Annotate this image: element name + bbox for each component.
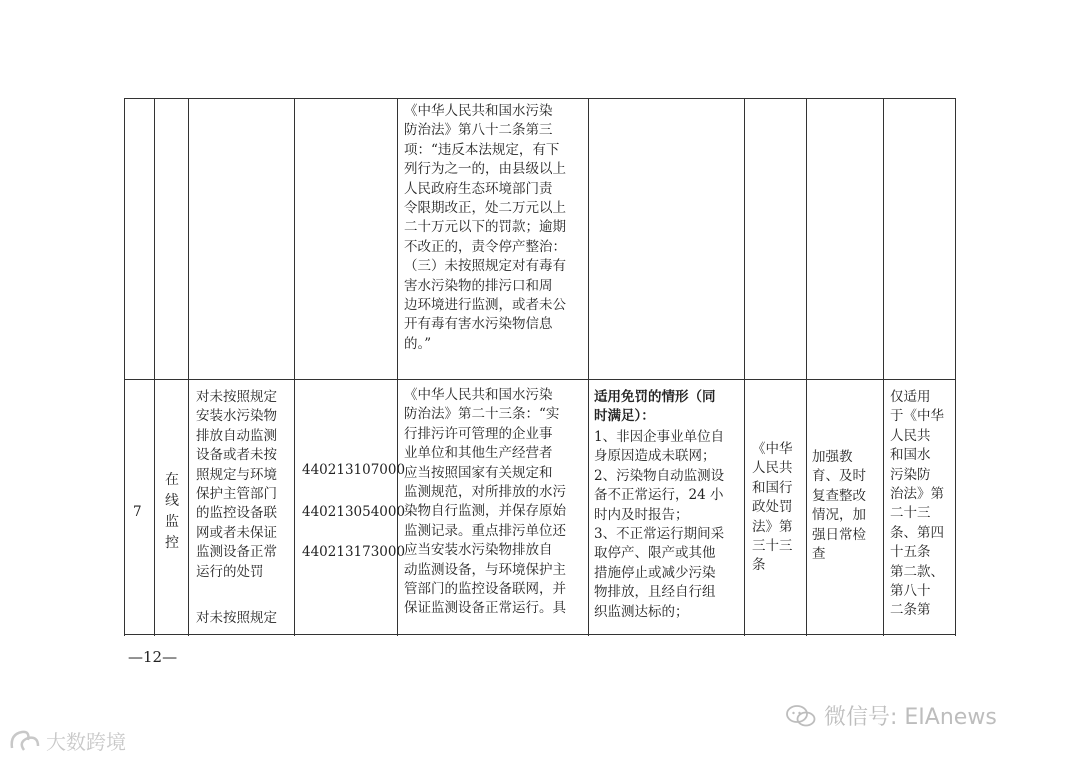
- table-row-divider: [124, 379, 956, 380]
- watermark-left-text: 大数跨境: [46, 730, 126, 754]
- follow-up-measure: 加强教 育、及时 复查整改 情况，加 强日常检 查: [812, 449, 866, 563]
- code-1: 440213107000: [302, 462, 406, 478]
- violation-item: 对未按照规定 安装水污染物 排放自动监测 设备或者未按 照规定与环境 保护主管部门 的监控设备联 网或者未保证 监测设备正常 运行的处罚: [196, 389, 277, 580]
- page-number: —12—: [128, 648, 178, 666]
- table-border: [744, 98, 745, 636]
- table-border: [124, 98, 956, 99]
- table-border: [124, 98, 125, 636]
- code-2: 440213054000: [302, 504, 406, 520]
- legal-basis-text: 《中华人民共和国水污染 防治法》第二十三条：“实 行排污许可管理的企业事 业单位和其他生产经营者 应当按照国家有关规定和 监测规范，对所排放的水污 染物自行监测，并保存原始 监测记录。重点排污单位还 应当安装水污染物排放自 动监测设备，与环境保护主 管部门的监控设备联网，并 保证监测设备正常运行。具: [404, 387, 566, 617]
- violation-item-continued: 对未按照规定: [196, 610, 277, 626]
- legal-basis-text: 《中华人民共和国水污染 防治法》第八十二条第三 项：“违反本法规定，有下 列行为之一的，由县级以上 人民政府生态环境部门责 令限期改正，处二万元以上 二十万元以下的罚款；逾期 不改正的，责令停产整治： （三）未按照规定对有毒有 害水污染物的排污口和周 边环境进行监测，或者未公 开有毒有害水污染物信息 的。”: [404, 103, 566, 352]
- watermark-left: [8, 726, 126, 755]
- table-border: [188, 98, 189, 636]
- table-border: [154, 98, 155, 636]
- table-border: [883, 98, 884, 636]
- regulation-table: [124, 98, 956, 636]
- watermark-right: [786, 700, 997, 731]
- penalty-law: 《中华 人民共 和国行 政处罚 法》第 三十三 条: [752, 441, 793, 574]
- category-label: 在 线 监 控: [165, 472, 179, 551]
- table-border: [124, 634, 956, 635]
- exemption-conditions: 1、非因企事业单位自 身原因造成未联网； 2、污染物自动监测设 备不正常运行，24 小 时内及时报告； 3、不正常运行期间采 取停产、限产或其他 措施停止或减少污染 物排放，且经自行组 织监测达标的；: [594, 429, 725, 620]
- row-index: 7: [133, 504, 142, 520]
- watermark-right-text: 微信号: EIAnews: [824, 705, 997, 730]
- wechat-icon: [786, 705, 816, 727]
- code-3: 440213173000: [302, 544, 406, 560]
- table-border: [294, 98, 295, 636]
- applicability-note: 仅适用 于《中华 人民共 和国水 污染防 治法》第 二十三 条、第四 十五条 第二款、 第八十 二条第: [890, 389, 944, 619]
- table-border: [955, 98, 956, 636]
- table-border: [806, 98, 807, 636]
- table-border: [588, 98, 589, 636]
- logo-icon: [8, 728, 42, 754]
- exemption-title: 适用免罚的情形（同 时满足）：: [594, 389, 716, 425]
